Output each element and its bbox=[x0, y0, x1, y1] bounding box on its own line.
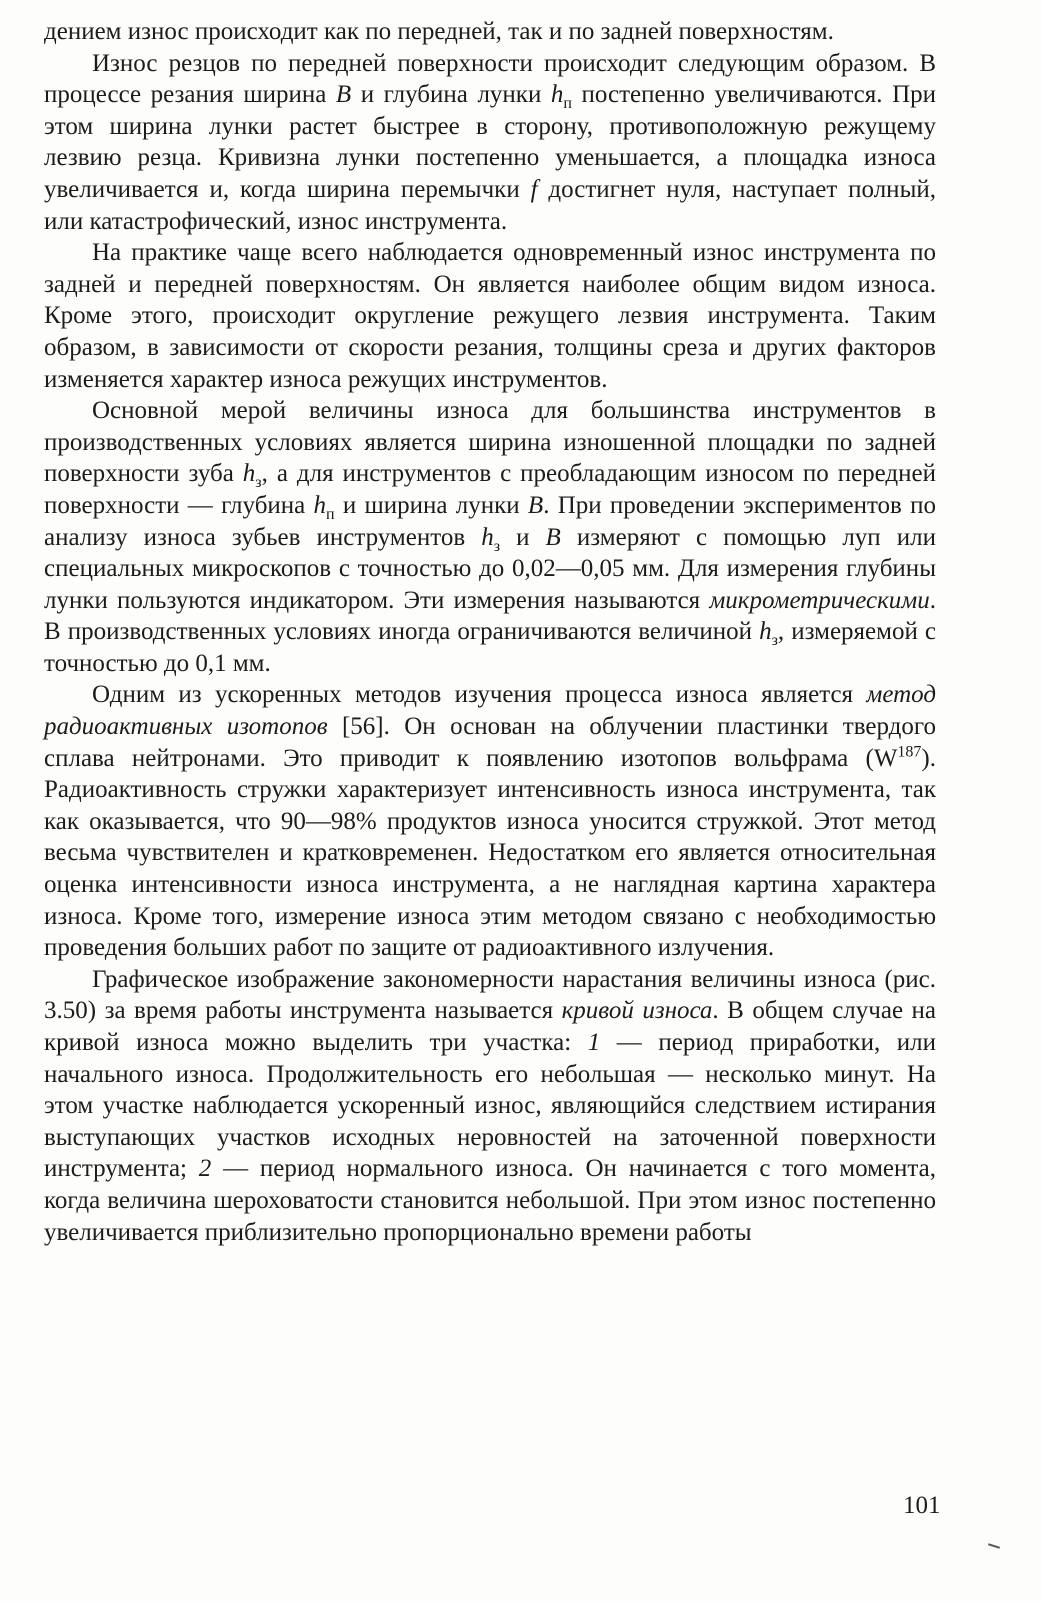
subscript: з bbox=[771, 632, 778, 650]
text-run: [56]. Он основан на облучении пластинки твердого сплава нейтронами. Это приводит к появлению изотопов вольфрама (W bbox=[44, 713, 936, 772]
text-run: — период приработки, или начального износа. Продолжительность его небольшая — несколько минут. На этом участке наблюдается ускоренный износ, являющийся следствием истирания выступающих участков исходных неровностей на заточенной поверхности инструмента; bbox=[44, 1029, 936, 1183]
text-run: и ширина лунки bbox=[334, 491, 528, 519]
italic-term: 2 bbox=[198, 1155, 212, 1183]
italic-term: кривой износа bbox=[561, 997, 713, 1025]
text-run: и глубина лунки bbox=[351, 81, 551, 109]
text-run: — период нормального износа. Он начинается с того момента, когда величина шероховатости становится небольшой. При этом износ постепенно увеличивается приблизительно пропорционально времени работы bbox=[44, 1155, 936, 1246]
italic-term: h bbox=[481, 523, 494, 551]
page-number: 101 bbox=[903, 1492, 941, 1519]
text-run: Основной мерой величины износа для большинства инструментов в производственных условиях является ширина изношенной площадки по задней поверхности зуба bbox=[44, 397, 936, 488]
italic-term: h bbox=[242, 460, 256, 488]
italic-term: B bbox=[335, 81, 352, 109]
text-run: дением износ происходит как по передней, так и по задней поверхностям. bbox=[44, 18, 834, 45]
italic-term: h bbox=[313, 491, 327, 519]
paragraph bbox=[44, 48, 936, 238]
text-run: На практике чаще всего наблюдается одновременный износ инструмента по задней и передней поверхностям. Он является наиболее общим видом износа. Кроме этого, происходит округление режущего лезвия инструмента. Таким образом, в зависимости от скорости резания, толщины среза и других факторов изменяется характер износа режущих инструментов. bbox=[44, 239, 936, 393]
italic-term: B bbox=[527, 491, 544, 519]
subscript: з bbox=[493, 537, 501, 555]
paragraph bbox=[44, 964, 936, 1248]
text-run: измеряют с помощью луп или специальных микроскопов с точностью до 0,02—0,05 мм. Для измерения глубины лунки пользуются индикатором. Эти измерения называются bbox=[44, 523, 936, 614]
text-run: постепенно увеличиваются. При этом ширина лунки растет быстрее в сторону, противоположную режущему лезвию резца. Кривизна лунки постепенно уменьшается, а площадка износа увеличивается и, когда ширина перемычки bbox=[44, 81, 937, 203]
text-run: , измеряемой с точностью до 0,1 мм. bbox=[44, 618, 936, 677]
paragraph bbox=[44, 237, 936, 395]
italic-term: микрометрическими bbox=[709, 586, 930, 614]
superscript: 187 bbox=[897, 743, 922, 761]
italic-term: f bbox=[530, 175, 538, 203]
italic-term: 1 bbox=[587, 1029, 601, 1056]
paragraph bbox=[44, 395, 936, 679]
italic-term: B bbox=[545, 523, 561, 551]
paragraph bbox=[44, 16, 936, 48]
subscript: п bbox=[326, 505, 335, 523]
text-run: . При проведении экспериментов по анализу износа зубьев инструментов bbox=[44, 491, 936, 551]
text-run: . В производственных условиях иногда ограничиваются величиной bbox=[44, 586, 936, 646]
subscript: п bbox=[563, 95, 572, 113]
text-run: Одним из ускоренных методов изучения процесса износа является bbox=[92, 681, 867, 709]
text-run: . В общем случае на кривой износа можно выделить три участка: bbox=[44, 997, 937, 1056]
body-text bbox=[44, 16, 936, 1248]
text-run: и bbox=[500, 523, 546, 551]
text-run: достигнет нуля, наступает полный, или катастрофический, износ инструмента. bbox=[44, 175, 936, 235]
text-run: ). Радиоактивность стружки характеризует интенсивность износа инструмента, так как оказывается, что 90—98% продуктов износа уносится стружкой. Этот метод весьма чувствителен и кратковременен. Недостатком его является относительная оценка интенсивности износа инструмента, а не наглядная картина характера износа. Кроме того, измерение износа этим методом связано с необходимостью проведения больших работ по защите от радиоактивного излучения. bbox=[44, 744, 936, 962]
text-run: , а для инструментов с преобладающим износом по передней поверхности — глубина bbox=[44, 460, 937, 519]
text-run: Графическое изображение закономерности нарастания величины износа (рис. 3.50) за время работы инструмента называется bbox=[44, 965, 936, 1025]
subscript: з bbox=[255, 474, 262, 492]
scan-mark bbox=[988, 1543, 1000, 1549]
italic-term: h bbox=[550, 81, 564, 109]
italic-term: метод радиоактивных изотопов bbox=[44, 681, 936, 741]
paragraph bbox=[44, 679, 936, 963]
italic-term: h bbox=[759, 618, 772, 646]
text-run: Износ резцов по передней поверхности происходит следующим образом. В процессе резания ширина bbox=[44, 49, 936, 109]
